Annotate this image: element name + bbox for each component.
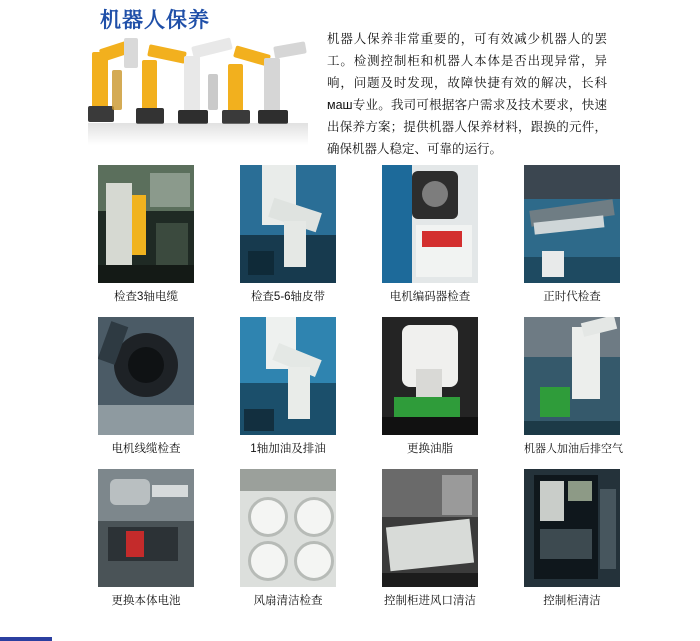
timing-inspection-image[interactable]: [524, 165, 620, 283]
gallery-item-caption: 检查3轴电缆: [114, 291, 178, 303]
gallery-item-caption: 电机线缆检查: [111, 443, 181, 455]
gallery-item-caption: 正时代检查: [543, 291, 601, 303]
gallery-item[interactable]: [98, 469, 194, 608]
gallery-row: [0, 469, 700, 608]
cabinet-air-intake-cleaning-image[interactable]: [382, 469, 478, 587]
grease-replacement-image[interactable]: [382, 317, 478, 435]
gallery-item[interactable]: [524, 317, 623, 456]
fan-cleaning-inspection-image[interactable]: [240, 469, 336, 587]
gallery-item[interactable]: [98, 165, 194, 304]
gallery-item-caption: 检查5-6轴皮带: [250, 291, 326, 303]
robot-belt-inspection-image[interactable]: [240, 165, 336, 283]
gallery-row: [0, 165, 700, 304]
header: [0, 0, 700, 160]
page-title: 机器人保养: [100, 9, 210, 32]
hero-robot-lineup-image: [88, 30, 308, 145]
cabinet-cleaning-image[interactable]: [524, 469, 620, 587]
gallery-item-caption: 控制柜清洁: [543, 595, 601, 607]
gallery-item-caption: 控制柜进风口清洁: [384, 595, 476, 607]
gallery-item-caption: 更换油脂: [407, 443, 453, 455]
gallery-item[interactable]: [98, 317, 194, 456]
motor-cable-inspection-image[interactable]: [98, 317, 194, 435]
gallery-item[interactable]: [524, 469, 620, 608]
gallery-item[interactable]: [240, 469, 336, 608]
gallery-item-caption: 风扇清洁检查: [253, 595, 323, 607]
gallery-item-caption: 1轴加油及排油: [250, 443, 326, 455]
battery-replacement-image[interactable]: [98, 469, 194, 587]
air-bleed-after-oiling-image[interactable]: [524, 317, 620, 435]
axis1-oil-change-image[interactable]: [240, 317, 336, 435]
maintenance-gallery: [0, 165, 700, 621]
bottom-accent-bar: [0, 637, 52, 641]
gallery-item-caption: 电机编码器检查: [389, 291, 471, 303]
robot-cable-inspection-image[interactable]: [98, 165, 194, 283]
gallery-row: [0, 317, 700, 456]
intro-paragraph: 机器人保养非常重要的，可有效减少机器人的罢工。检测控制柜和机器人本体是否出现异常，异响，问题及时发现，故障快捷有效的解决，长科маш专业。我司可根据客户需求及技术要求，快速出保养方案；提供机器人保养材料，跟换的元件，确保机器人稳定、可靠的运行。: [327, 32, 607, 156]
gallery-item[interactable]: [240, 165, 336, 304]
gallery-item-caption: 更换本体电池: [111, 595, 181, 607]
gallery-item[interactable]: [382, 317, 478, 456]
gallery-item-caption: 机器人加油后排空气: [524, 443, 623, 455]
motor-encoder-inspection-image[interactable]: [382, 165, 478, 283]
gallery-item[interactable]: [382, 165, 478, 304]
gallery-item[interactable]: [240, 317, 336, 456]
gallery-item[interactable]: [524, 165, 620, 304]
gallery-item[interactable]: [382, 469, 478, 608]
